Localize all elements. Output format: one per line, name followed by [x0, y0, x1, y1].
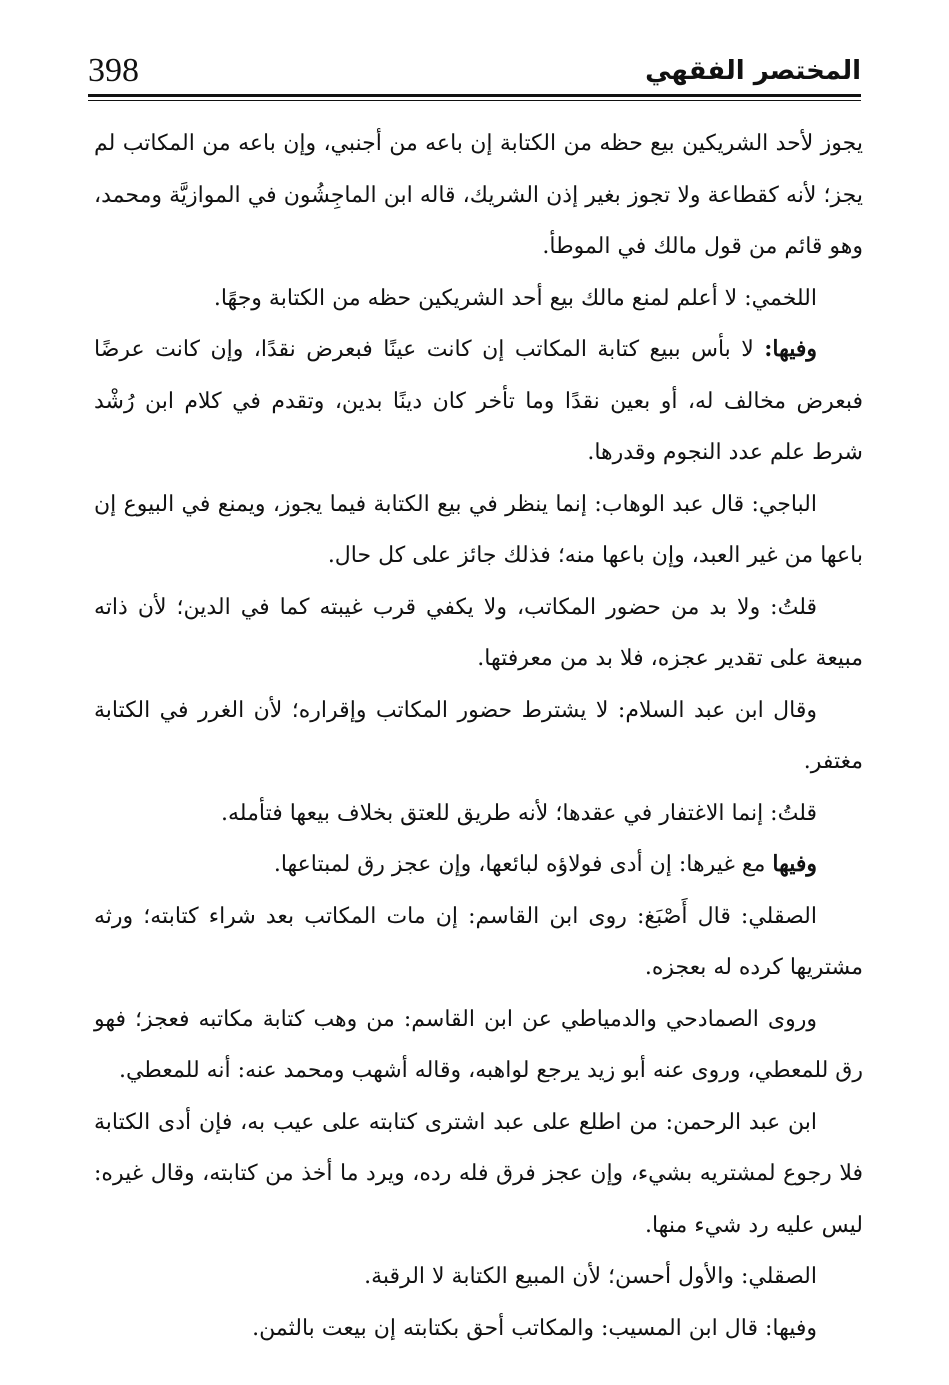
paragraph: وروى الصمادحي والدمياطي عن ابن القاسم: من وهب كتابة مكاتبه فعجز؛ فهو رق للمعطي، وروى عنه أبو زيد يرجع لواهبه، وقاله أشهب ومحمد عنه: أنه للمعطي.	[94, 1006, 863, 1083]
page-header	[88, 50, 861, 90]
paragraph: ابن عبد الرحمن: من اطلع على عبد اشترى كتابته على عيب به، فإن أدى الكتابة فلا رجوع لمشتريه بشيء، وإن عجز فرق فله رده، ويرد ما أخذ من كتابته، وقال غيره: ليس عليه رد شيء منها.	[94, 1109, 863, 1238]
page-number: 398	[88, 52, 139, 89]
paragraph: يجوز لأحد الشريكين بيع حظه من الكتابة إن باعه من أجنبي، وإن باعه من المكاتب لم يجز؛ لأنه كقطاعة ولا تجوز بغير إذن الشريك، قاله ابن الماجِشُون في الموازيَّة ومحمد، وهو قائم من قول مالك في الموطأ.	[94, 131, 863, 259]
paragraph: اللخمي: لا أعلم لمنع مالك بيع أحد الشريكين حظه من الكتابة وجهًا.	[213, 285, 817, 311]
header-rule-thick	[88, 94, 861, 97]
header-rule-thin	[88, 100, 861, 101]
paragraph: الصقلي: قال أَصْبَغ: روى ابن القاسم: إن مات المكاتب بعد شراء كتابته؛ ورثه مشتريها كرده له بعجزه.	[94, 903, 863, 980]
paragraph: وفيها: لا بأس ببيع كتابة المكاتب إن كانت عينًا فبعرض نقدًا، وإن كانت عرضًا فبعرض مخالف له، أو بعين نقدًا وما تأخر كان دينًا بدين، وتقدم في كلام ابن رُشْد شرط علم عدد النجوم وقدرها.	[94, 336, 863, 465]
paragraph: وقال ابن عبد السلام: لا يشترط حضور المكاتب وإقراره؛ لأن الغرر في الكتابة مغتفر.	[94, 697, 863, 774]
paragraph: قلتُ: إنما الاغتفار في عقدها؛ لأنه طريق للعتق بخلاف بيعها فتأمله.	[221, 800, 817, 826]
running-title: المختصر الفقهي	[645, 56, 861, 86]
paragraph: وفيها مع غيرها: إن أدى فولاؤه لبائعها، وإن عجز رق لمبتاعها.	[273, 851, 817, 877]
paragraph: وفيها: قال ابن المسيب: والمكاتب أحق بكتابته إن بيعت بالثمن.	[252, 1315, 817, 1341]
paragraph: الصقلي: والأول أحسن؛ لأن المبيع الكتابة لا الرقبة.	[364, 1264, 817, 1289]
body-text	[94, 118, 863, 1345]
paragraph: قلتُ: ولا بد من حضور المكاتب، ولا يكفي قرب غيبته كما في الدين؛ لأن ذاته مبيعة على تقدير عجزه، فلا بد من معرفتها.	[94, 594, 863, 671]
paragraph: الباجي: قال عبد الوهاب: إنما ينظر في بيع الكتابة فيما يجوز، ويمنع في البيوع إن باعها من غير العبد، وإن باعها منه؛ فذلك جائز على كل حال.	[94, 491, 863, 568]
